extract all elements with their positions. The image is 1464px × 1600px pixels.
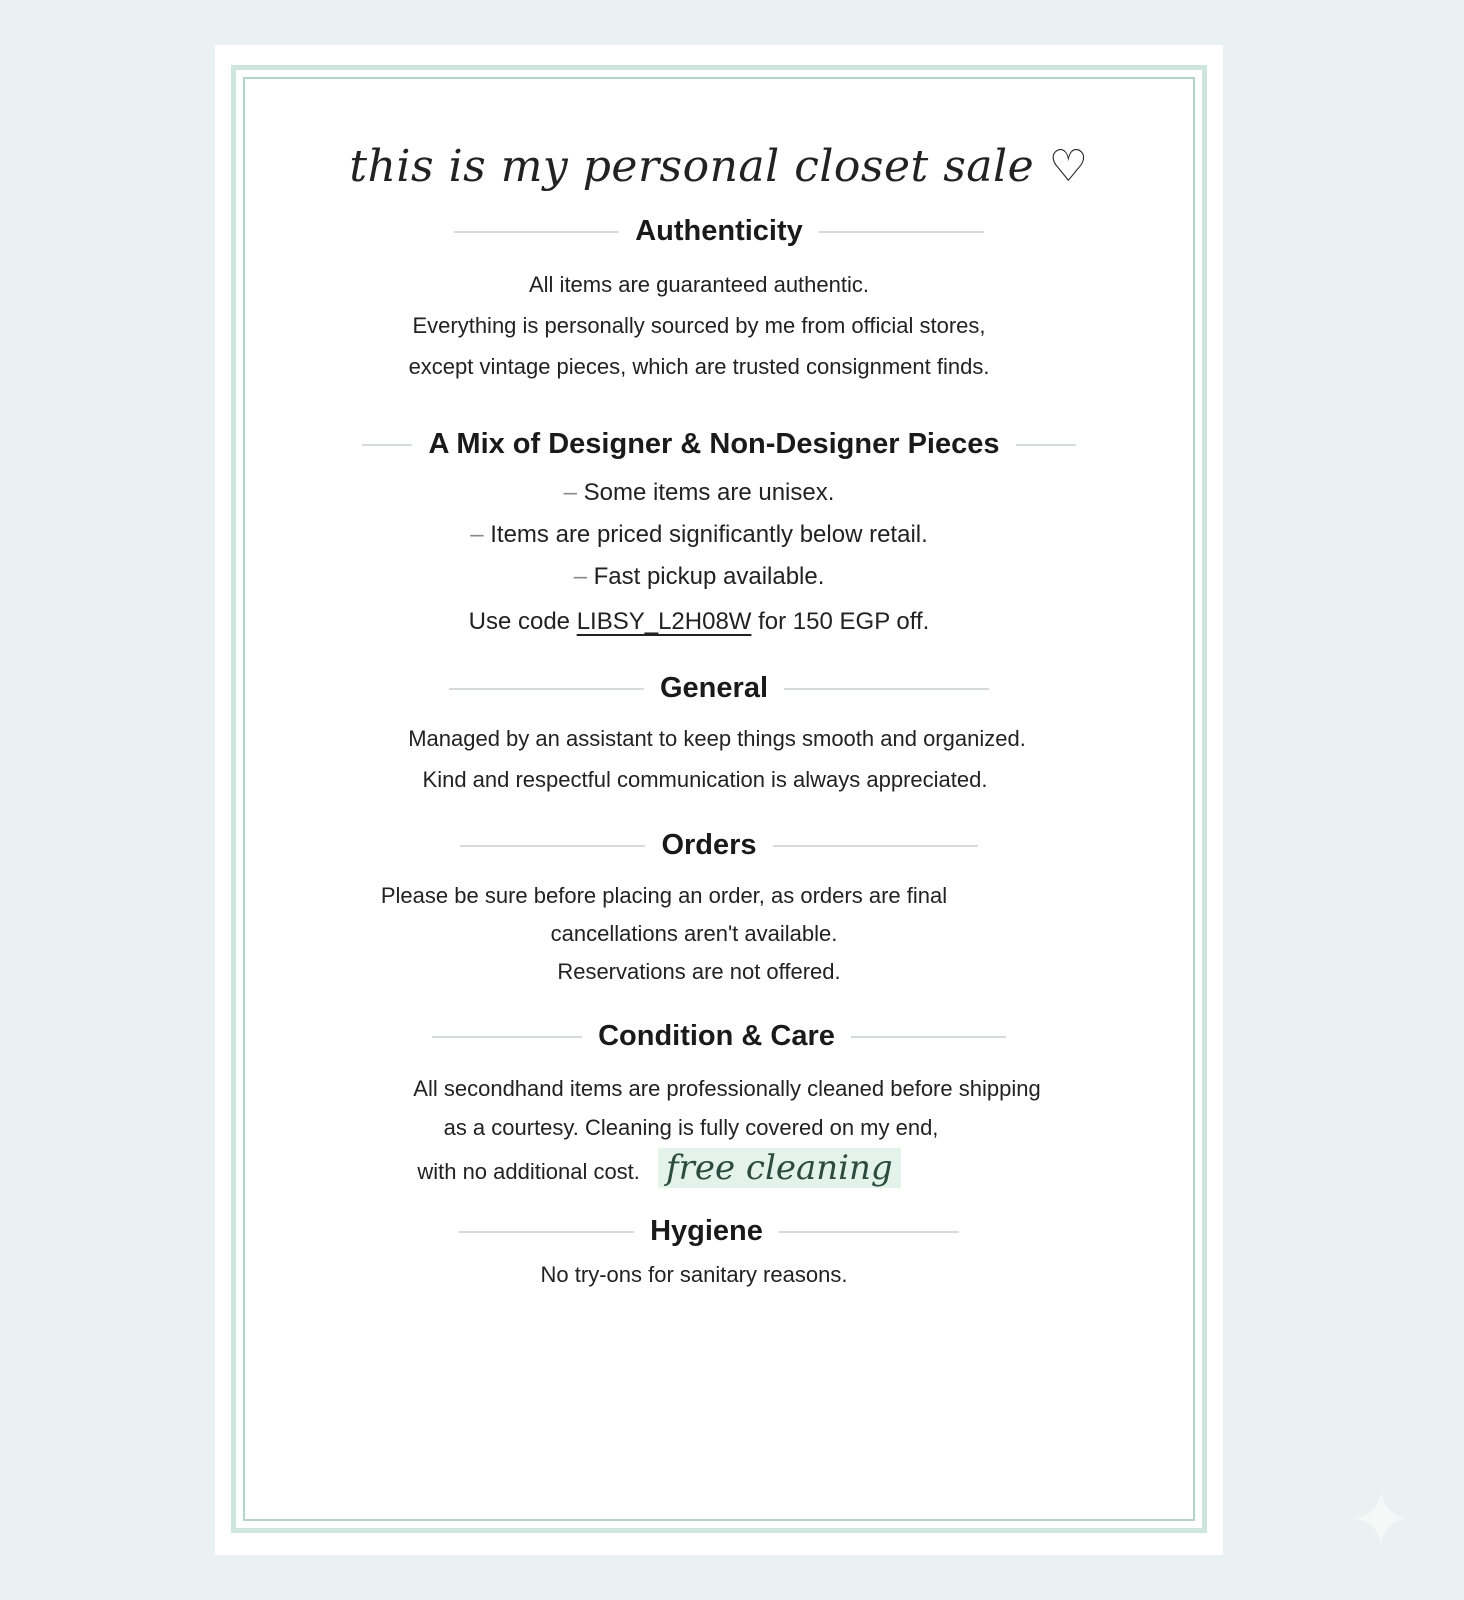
section-heading [215,829,1223,862]
heading-rule-right [773,845,978,847]
heading-rule-left [432,1036,582,1038]
general-line: Kind and respectful communication is always appreciated. [422,767,988,792]
heading-rule-right [779,1231,959,1233]
heading-rule-left [460,845,645,847]
section-hygiene [215,1215,1223,1287]
heading-text: Authenticity [635,215,803,247]
heading-rule-right [819,231,984,233]
heading-rule-right [784,688,989,690]
promo-code[interactable]: LIBSY_L2H08W [576,608,752,635]
condition-line: as a courtesy. Cleaning is fully covered on my end, [443,1115,939,1140]
heading-rule-right [1016,444,1076,446]
authenticity-line: All items are guaranteed authentic. [529,272,869,297]
section-heading [195,1215,1223,1248]
section-condition-care [215,1020,1223,1188]
bullet-text: Items are priced significantly below retail. [490,521,928,548]
section-heading [215,672,1223,705]
hygiene-line: No try-ons for sanitary reasons. [540,1262,848,1287]
promo-suffix: for 150 EGP off. [758,608,930,635]
orders-line: Reservations are not offered. [557,959,841,984]
heading-rule-left [362,444,412,446]
dash-icon: – [563,479,577,506]
heading-text: Orders [661,829,757,861]
authenticity-line: except vintage pieces, which are trusted consignment finds. [408,354,990,379]
heading-rule-left [454,231,619,233]
heading-rule-left [459,1231,634,1233]
general-line: Managed by an assistant to keep things smooth and organized. [408,726,1026,751]
heart-icon: ♡ [1048,141,1089,192]
condition-line-with-note [155,1148,1163,1188]
heading-rule-left [449,688,644,690]
bullet-item [195,563,1203,591]
heading-text: Condition & Care [598,1020,835,1052]
section-heading [215,215,1223,248]
promo-prefix: Use code [468,608,571,635]
heading-text: General [660,672,768,704]
authenticity-line: Everything is personally sourced by me from official stores, [412,313,986,338]
section-heading [215,428,1223,461]
page-title-text: this is my personal closet sale [349,141,1035,192]
bullet-text: Fast pickup available. [593,563,825,590]
dash-icon: – [573,563,587,590]
section-authenticity [215,215,1223,379]
sparkle-icon: ✦ [1349,1478,1413,1563]
bullet-text: Some items are unisex. [583,479,835,506]
condition-text: with no additional cost. [417,1159,640,1184]
orders-line: cancellations aren't available. [550,921,838,946]
closet-sale-card [215,45,1223,1555]
condition-line: All secondhand items are professionally cleaned before shipping [413,1076,1041,1101]
section-heading [215,1020,1223,1053]
promo-code-line [195,608,1203,636]
card-content [215,45,1223,1555]
heading-rule-right [851,1036,1006,1038]
orders-line: Please be sure before placing an order, as orders are final [380,883,948,908]
page-title [215,141,1223,192]
bullet-item [195,521,1203,549]
section-general [215,672,1223,792]
heading-text: A Mix of Designer & Non-Designer Pieces [428,428,1000,460]
free-cleaning-note: free cleaning [658,1148,901,1188]
bullet-item [195,479,1203,507]
section-orders [215,829,1223,984]
section-designer-mix [215,428,1223,635]
dash-icon: – [470,521,484,548]
heading-text: Hygiene [650,1215,763,1247]
